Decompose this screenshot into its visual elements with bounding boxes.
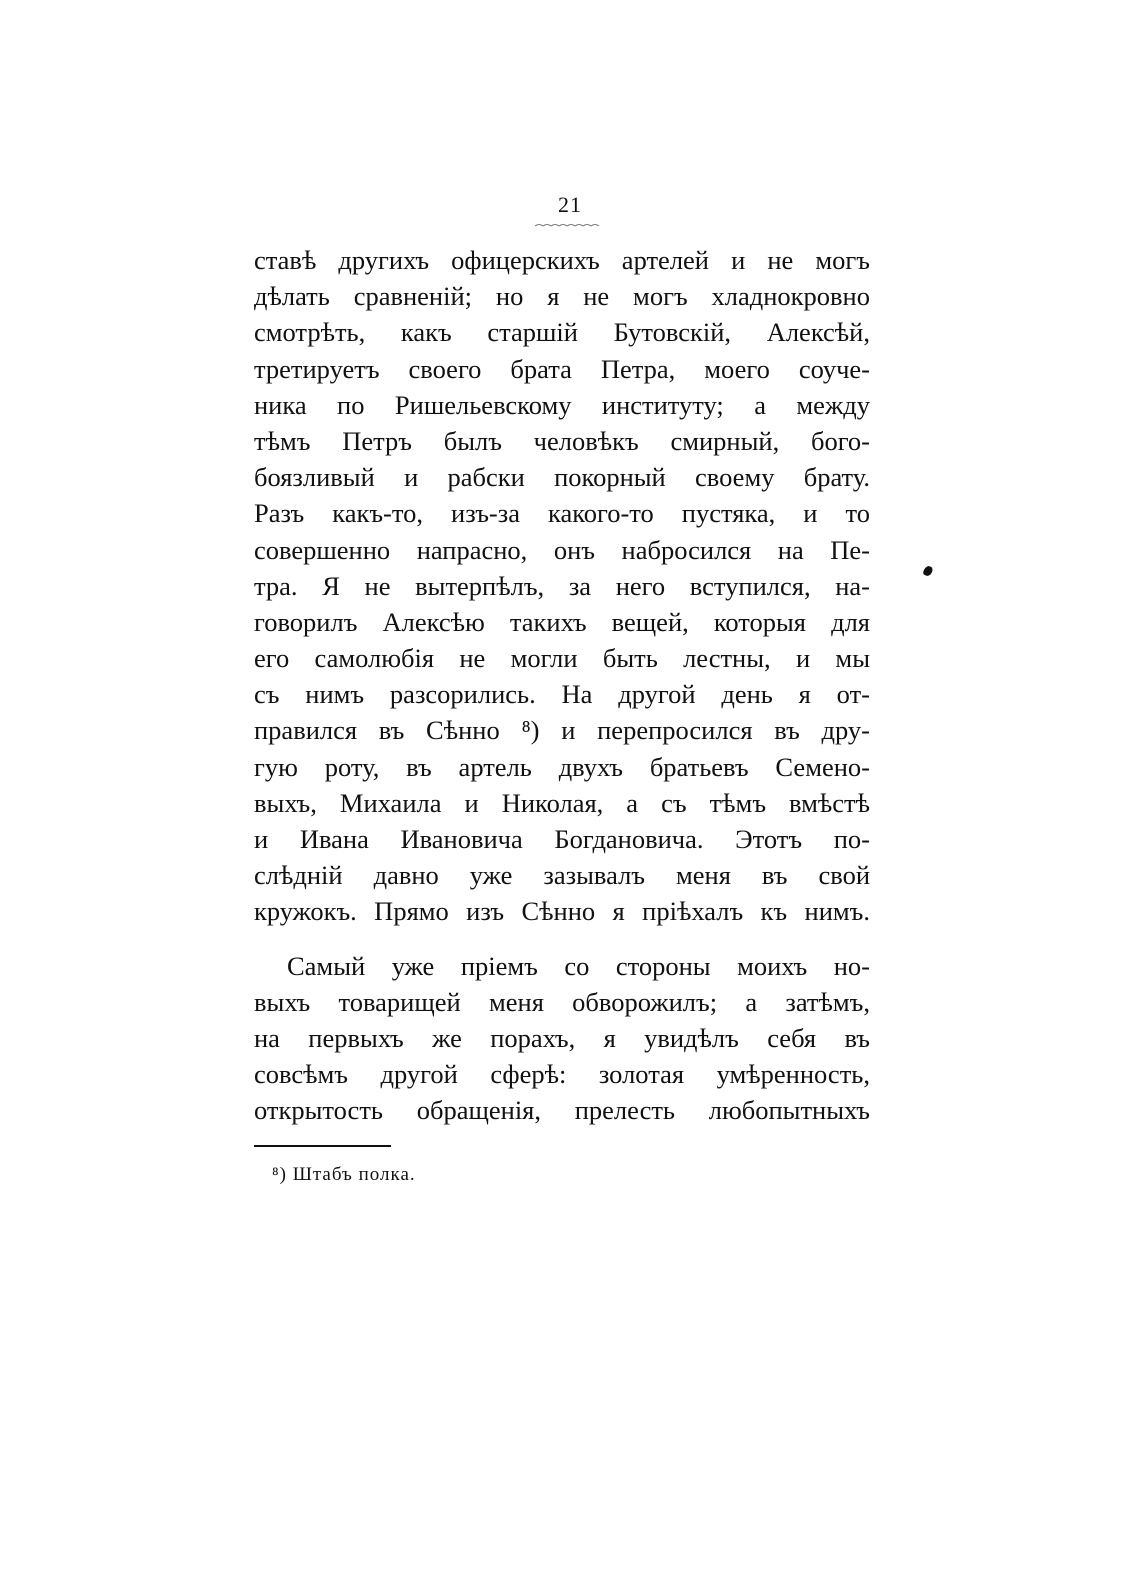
text-line: говорилъ Алексѣю такихъ вещей, которыя для (254, 606, 870, 637)
ink-speck (922, 565, 933, 577)
text-line: Самый уже пріемъ со стороны моихъ но- (287, 950, 870, 981)
text-line: выхъ товарищей меня обворожилъ; а затѣмъ, (254, 986, 870, 1017)
footnote-divider (254, 1145, 391, 1147)
text-line: смотрѣть, какъ старшій Бутовскій, Алексѣй, (254, 317, 870, 348)
paragraph-gap (254, 930, 870, 948)
text-line: дѣлать сравненій; но я не могъ хладнокровно (254, 281, 870, 312)
text-line: ставѣ другихъ офицерскихъ артелей и не могъ (254, 245, 870, 275)
footnote (272, 1164, 416, 1186)
text-line: боязливый и рабски покорный своему брату. (254, 462, 870, 493)
text-line: третируетъ своего брата Петра, моего соуче- (254, 353, 870, 384)
text-line: правился въ Сѣнно ⁸) и перепросился въ дру- (254, 715, 870, 746)
text-line: выхъ, Михаила и Николая, а съ тѣмъ вмѣстѣ (254, 787, 870, 818)
footnote-text: Штабъ полка. (292, 1164, 416, 1185)
text-line: тѣмъ Петръ былъ человѣкъ смирный, бого- (254, 425, 870, 456)
text-line: ника по Ришельевскому институту; а между (254, 389, 870, 420)
text-line: открытость обращенія, прелесть любопытныхъ (254, 1095, 870, 1126)
body-text (254, 242, 870, 1129)
text-line: гую роту, въ артель двухъ братьевъ Семено- (254, 751, 870, 782)
text-line: и Ивана Ивановича Богдановича. Этотъ по- (254, 824, 870, 854)
text-line: Разъ какъ-то, изъ-за какого-то пустяка, и то (254, 498, 870, 529)
footnote-marker: ⁸) (272, 1164, 287, 1185)
paragraph-1 (254, 242, 870, 930)
text-line: кружокъ. Прямо изъ Сѣнно я пріѣхалъ къ нимъ. (254, 896, 870, 927)
text-line: совсѣмъ другой сферѣ: золотая умѣренность, (254, 1059, 870, 1090)
text-line: на первыхъ же порахъ, я увидѣлъ себя въ (254, 1022, 870, 1053)
paragraph-2 (254, 948, 870, 1129)
text-line: совершенно напрасно, онъ набросился на Пе- (254, 534, 870, 565)
page-number: 21 (558, 192, 582, 217)
ornament-divider (533, 222, 603, 228)
text-line: тра. Я не вытерпѣлъ, за него вступился, на- (254, 570, 870, 601)
text-line: слѣдній давно уже зазывалъ меня въ свой (254, 860, 870, 891)
text-line: его самолюбія не могли быть лестны, и мы (254, 643, 870, 674)
text-line: съ нимъ разсорились. На другой день я от- (254, 679, 870, 710)
